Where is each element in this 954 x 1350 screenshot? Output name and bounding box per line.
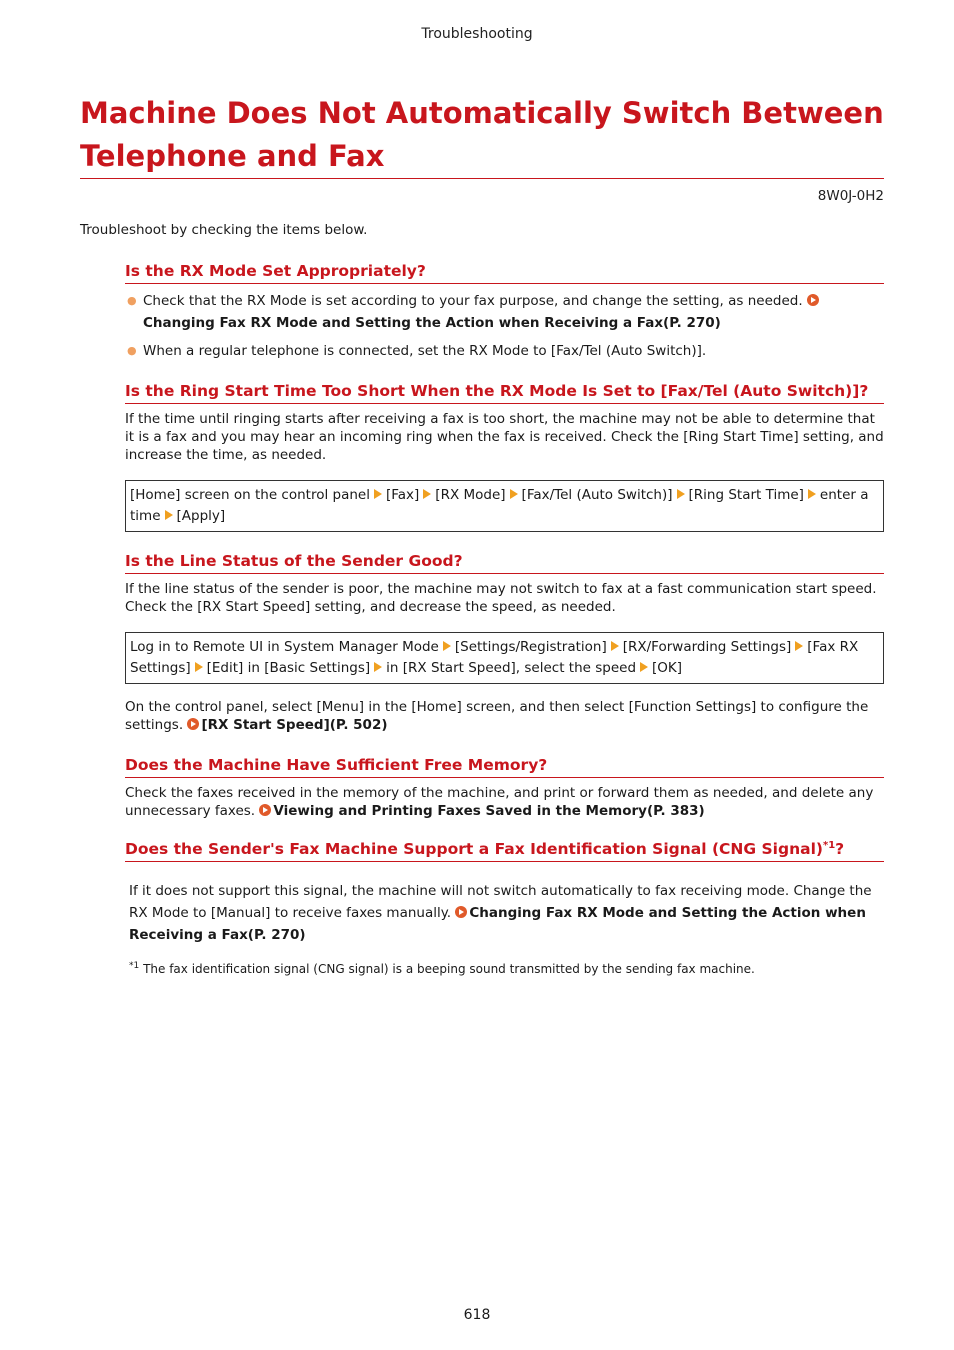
link-arrow-icon [259,804,271,816]
link-changing-fax-rx-mode-2[interactable]: Changing Fax RX Mode and Setting the Action when Receiving a Fax(P. 270) [129,905,866,944]
footnote-mark: *1 [129,961,140,972]
section-free-memory [125,756,884,820]
step-arrow-icon [443,641,451,651]
page-title: Machine Does Not Automatically Switch Between Telephone and Fax [80,96,884,173]
footnote [129,958,884,977]
link-arrow-icon [807,294,819,306]
step-text: [RX Mode] [435,487,506,503]
section-heading: Does the Machine Have Sufficient Free Memory? [125,756,884,778]
section-body: If the time until ringing starts after receiving a fax is too short, the machine may not be able to determine that it is a fax and you may hear an incoming ring when the fax is received. Check the [Ring Start Time] setting, and increase the time, as needed. [125,411,884,463]
list-item [125,340,884,362]
link-arrow-icon [187,718,199,730]
section-cng-signal [125,840,884,977]
link-changing-fax-rx-mode[interactable]: Changing Fax RX Mode and Setting the Action when Receiving a Fax(P. 270) [143,293,821,331]
bullet-text: When a regular telephone is connected, set the RX Mode to [Fax/Tel (Auto Switch)]. [143,343,707,359]
section-ring-start-time [125,382,884,532]
step-arrow-icon [374,489,382,499]
bullet-text: Check that the RX Mode is set according to your fax purpose, and change the setting, as needed. [143,293,803,309]
section-body: If it does not support this signal, the machine will not switch automatically to fax receiving mode. Change the RX Mode to [Manual] to receive faxes manually. Changing Fax RX Mode and Setting the Action when Receiving a Fax(P. 270) [129,883,872,944]
doc-code: 8W0J-0H2 [817,188,884,204]
list-item [125,290,884,334]
section-body: If the line status of the sender is poor, the machine may not switch to fax at a fast communication start speed. Check the [RX Start Speed] setting, and decrease the speed, as needed. [125,581,877,615]
step-arrow-icon [795,641,803,651]
page-number: 618 [463,1307,491,1323]
running-head: Troubleshooting [421,26,533,42]
procedure-box [125,480,884,532]
step-arrow-icon [195,662,203,672]
step-text: [Edit] in [Basic Settings] [206,660,371,676]
step-text: [Fax/Tel (Auto Switch)] [521,487,673,503]
step-arrow-icon [611,641,619,651]
section-rx-mode [125,262,884,368]
link-arrow-icon [455,906,467,918]
section-heading: Is the Line Status of the Sender Good? [125,552,884,574]
section-line-status [125,552,884,734]
section-heading: Does the Sender's Fax Machine Support a Fax Identification Signal (CNG Signal)$^{*1}$? [125,840,884,862]
section-heading: Is the Ring Start Time Too Short When the RX Mode Is Set to [Fax/Tel (Auto Switch)]? [125,382,884,404]
title-rule [80,178,884,179]
step-text: [Apply] [176,508,226,524]
step-arrow-icon [677,489,685,499]
step-arrow-icon [165,510,173,520]
step-text: [OK] [652,660,683,676]
intro-text: Troubleshoot by checking the items below. [80,222,368,238]
section-heading: Is the RX Mode Set Appropriately? [125,262,884,284]
footnote-text: The fax identification signal (CNG signal) is a beeping sound transmitted by the sending fax machine. [143,962,755,977]
step-arrow-icon [510,489,518,499]
step-text: [Home] screen on the control panel [130,487,370,503]
step-text: [RX/Forwarding Settings] [622,639,792,655]
step-text: [Fax RX Settings] [130,639,859,676]
step-arrow-icon [423,489,431,499]
section-body: Check the faxes received in the memory of the machine, and print or forward them as needed, and delete any unnecessary faxes. Viewing and Printing Faxes Saved in the Memory(P. 383) [125,785,874,819]
link-rx-start-speed[interactable]: [RX Start Speed](P. 502) [187,717,387,733]
bullet-list [125,290,884,362]
section-note: On the control panel, select [Menu] in the [Home] screen, and then select [Function Settings] to configure the settings. [RX Start Speed](P. 502) [125,699,869,733]
link-viewing-printing-faxes[interactable]: Viewing and Printing Faxes Saved in the Memory(P. 383) [259,803,704,819]
bullet-icon: ● [127,344,137,357]
step-text: [Settings/Registration] [454,639,607,655]
step-arrow-icon [808,489,816,499]
step-text: in [RX Start Speed], select the speed [386,660,637,676]
procedure-box [125,632,884,684]
step-arrow-icon [640,662,648,672]
step-text: [Fax] [385,487,420,503]
step-text: Log in to Remote UI in System Manager Mode [130,639,439,655]
step-text: enter a time [130,487,869,524]
bullet-icon: ● [127,294,137,307]
step-text: [Ring Start Time] [688,487,804,503]
step-arrow-icon [374,662,382,672]
